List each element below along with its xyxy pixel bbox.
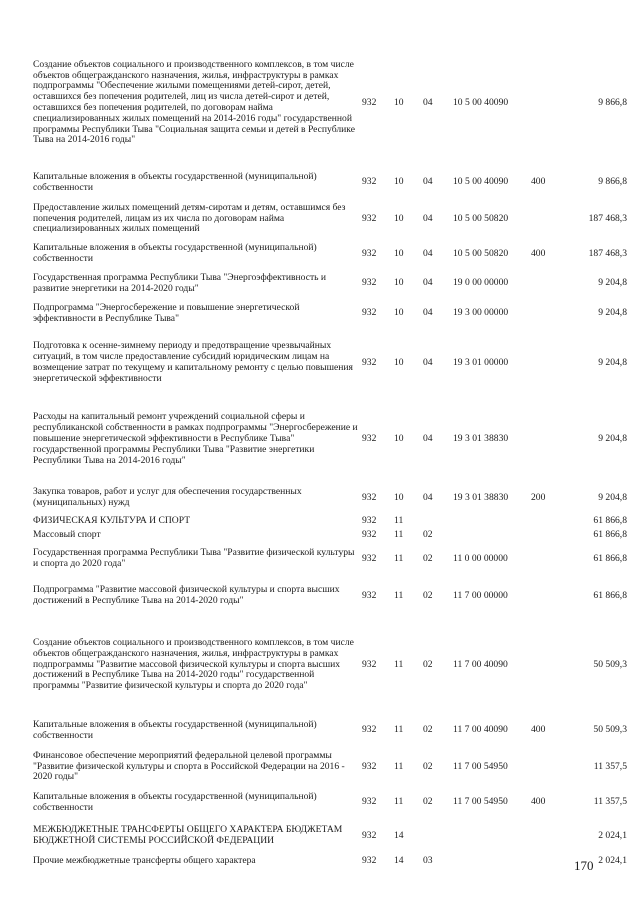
row-pr: 04 bbox=[423, 491, 433, 503]
row-sum: 61 866,8 bbox=[593, 528, 627, 540]
row-ved: 932 bbox=[362, 277, 377, 289]
row-rz: 11 bbox=[394, 589, 404, 601]
row-rz: 11 bbox=[394, 724, 404, 736]
row-sum: 9 204,8 bbox=[598, 433, 627, 445]
row-csr: 10 5 00 40090 bbox=[453, 176, 509, 188]
row-vr bbox=[531, 747, 561, 787]
row-rz: 10 bbox=[394, 356, 404, 368]
row-name: Массовый спорт bbox=[33, 528, 101, 540]
row-pr: 04 bbox=[423, 96, 433, 108]
row-vr bbox=[531, 40, 561, 166]
row-name: Государственная программа Республики Тыва "Энергоэффективность и развитие энергетики на 2014-2020 годы" bbox=[33, 271, 327, 294]
row-sum: 9 204,8 bbox=[598, 356, 627, 368]
table-row bbox=[33, 787, 627, 818]
row-pr: 04 bbox=[423, 277, 433, 289]
row-sum: 11 357,5 bbox=[593, 796, 627, 808]
row-pr: 04 bbox=[423, 307, 433, 319]
row-rz: 11 bbox=[394, 796, 404, 808]
row-sum: 9 204,8 bbox=[598, 491, 627, 503]
row-ved: 932 bbox=[362, 552, 377, 564]
row-rz: 11 bbox=[394, 658, 404, 670]
row-name: МЕЖБЮДЖЕТНЫЕ ТРАНСФЕРТЫ ОБЩЕГО ХАРАКТЕРА БЮДЖЕТАМ БЮДЖЕТНОЙ СИСТЕМЫ РОССИЙСКОЙ ФЕДЕРАЦИИ bbox=[33, 824, 343, 846]
row-sum: 9 866,8 bbox=[598, 96, 627, 108]
table-row bbox=[33, 269, 627, 298]
row-rz: 10 bbox=[394, 96, 404, 108]
row-ved: 932 bbox=[362, 491, 377, 503]
budget-table bbox=[33, 40, 627, 868]
row-sum: 61 866,8 bbox=[593, 552, 627, 564]
row-name: Государственная программа Республики Тыва "Развитие физической культуры и спорта до 2020 года" bbox=[33, 547, 355, 569]
table-row bbox=[33, 528, 627, 542]
row-rz: 11 bbox=[394, 528, 404, 540]
row-ved: 932 bbox=[362, 658, 377, 670]
row-rz: 10 bbox=[394, 307, 404, 319]
row-pr bbox=[423, 818, 453, 854]
row-vr bbox=[531, 818, 561, 854]
row-pr: 04 bbox=[423, 176, 433, 188]
row-rz: 10 bbox=[394, 491, 404, 503]
row-sum: 11 357,5 bbox=[593, 760, 627, 772]
row-name: Капитальные вложения в объекты государственной (муниципальной) собственности bbox=[33, 170, 317, 193]
row-vr bbox=[531, 514, 561, 528]
row-pr: 04 bbox=[423, 356, 433, 368]
row-rz: 10 bbox=[394, 212, 404, 224]
row-name: Подпрограмма "Энергосбережение и повышение энергетической эффективности в Республике Тыва" bbox=[33, 301, 300, 324]
row-pr: 02 bbox=[423, 796, 433, 808]
table-row bbox=[33, 854, 627, 868]
row-sum: 187 468,3 bbox=[588, 247, 627, 259]
row-csr: 19 0 00 00000 bbox=[453, 277, 509, 289]
row-csr: 11 0 00 00000 bbox=[453, 552, 508, 564]
table-row bbox=[33, 298, 627, 329]
row-csr: 19 3 01 38830 bbox=[453, 433, 509, 445]
row-rz: 10 bbox=[394, 277, 404, 289]
row-ved: 932 bbox=[362, 433, 377, 445]
row-ved: 932 bbox=[362, 307, 377, 319]
row-vr bbox=[531, 528, 561, 542]
row-vr bbox=[531, 298, 561, 329]
row-name: Капитальные вложения в объекты государственной (муниципальной) собственности bbox=[33, 790, 317, 813]
row-name: Создание объектов социального и производственного комплексов, в том числе объектов общегражданского назначения, жилья, инфраструктуры в рамках подпрограммы "Развитие массовой физической культуры и спорта высших достижений в Республике Тыва на 2014-2020 годы" государственной программы "Развитие физической культуры и спорта до 2020 года" bbox=[33, 636, 354, 692]
row-vr bbox=[531, 854, 561, 868]
row-sum: 2 024,1 bbox=[598, 829, 627, 841]
row-csr: 19 3 01 00000 bbox=[453, 356, 509, 368]
row-sum: 61 866,8 bbox=[593, 589, 627, 601]
row-ved: 932 bbox=[362, 212, 377, 224]
row-ved: 932 bbox=[362, 724, 377, 736]
table-row bbox=[33, 747, 627, 787]
row-sum: 9 204,8 bbox=[598, 307, 627, 319]
row-vr bbox=[531, 329, 561, 397]
row-csr: 11 7 00 54950 bbox=[453, 760, 508, 772]
row-vr: 400 bbox=[531, 176, 546, 188]
row-ved: 932 bbox=[362, 589, 377, 601]
row-pr: 03 bbox=[423, 854, 433, 866]
table-row bbox=[33, 40, 627, 166]
row-pr: 02 bbox=[423, 589, 433, 601]
row-vr: 400 bbox=[531, 247, 546, 259]
row-ved: 932 bbox=[362, 176, 377, 188]
row-pr: 02 bbox=[423, 724, 433, 736]
row-pr: 02 bbox=[423, 552, 433, 564]
row-rz: 10 bbox=[394, 176, 404, 188]
row-sum: 61 866,8 bbox=[593, 514, 627, 526]
row-csr: 19 3 01 38830 bbox=[453, 491, 509, 503]
row-vr bbox=[531, 542, 561, 576]
row-name: Капитальные вложения в объекты государственной (муниципальной) собственности bbox=[33, 242, 317, 264]
row-name: Расходы на капитальный ремонт учреждений социальной сферы и республиканской собственности в рамках подпрограммы "Энергосбережение и повышение энергетической эффективности в Республике Тыва" государственной программы Республики Тыва "Развитие энергетики Республики Тыва на 2014-2016 годы" bbox=[33, 411, 358, 466]
table-row bbox=[33, 397, 627, 482]
row-pr bbox=[423, 514, 453, 528]
row-csr: 11 7 00 40090 bbox=[453, 658, 508, 670]
row-name: Финансовое обеспечение мероприятий федеральной целевой программы "Развитие физической культуры и спорта в Российской Федерации на 2016 - 2020 годы" bbox=[33, 749, 345, 783]
row-rz: 11 bbox=[394, 552, 404, 564]
row-name: Прочие межбюджетные трансферты общего характера bbox=[33, 854, 256, 866]
row-name: Подготовка к осенне-зимнему периоду и предотвращение чрезвычайных ситуаций, в том числе предоставление субсидий юридическим лицам на возмещение затрат по текущему и капитальному ремонту с целью повышения энергетической эффективности bbox=[33, 340, 353, 384]
row-csr bbox=[453, 528, 531, 542]
row-pr: 02 bbox=[423, 528, 433, 540]
row-csr: 10 5 00 50820 bbox=[453, 212, 509, 224]
row-csr bbox=[453, 514, 531, 528]
row-rz: 14 bbox=[394, 829, 404, 841]
row-csr: 11 7 00 54950 bbox=[453, 796, 508, 808]
row-ved: 932 bbox=[362, 514, 377, 526]
row-ved: 932 bbox=[362, 829, 377, 841]
table-row bbox=[33, 818, 627, 854]
row-sum: 50 509,3 bbox=[593, 658, 627, 670]
table-row bbox=[33, 329, 627, 397]
row-sum: 9 204,8 bbox=[598, 277, 627, 289]
row-name: Закупка товаров, работ и услуг для обеспечения государственных (муниципальных) нужд bbox=[33, 486, 302, 508]
row-name: ФИЗИЧЕСКАЯ КУЛЬТУРА И СПОРТ bbox=[33, 514, 191, 526]
row-ved: 932 bbox=[362, 760, 377, 772]
row-rz: 14 bbox=[394, 854, 404, 866]
table-row bbox=[33, 514, 627, 528]
row-ved: 932 bbox=[362, 356, 377, 368]
table-row bbox=[33, 199, 627, 239]
row-vr: 400 bbox=[531, 796, 546, 808]
row-ved: 932 bbox=[362, 854, 377, 866]
budget-table-body bbox=[33, 40, 627, 868]
table-row bbox=[33, 239, 627, 269]
row-sum: 187 468,3 bbox=[588, 212, 627, 224]
row-pr: 04 bbox=[423, 212, 433, 224]
row-vr: 200 bbox=[531, 491, 546, 503]
row-rz: 11 bbox=[394, 514, 404, 526]
row-csr bbox=[453, 818, 531, 854]
table-row bbox=[33, 482, 627, 514]
row-rz: 10 bbox=[394, 247, 404, 259]
row-csr: 10 5 00 50820 bbox=[453, 247, 509, 259]
row-name: Создание объектов социального и производственного комплексов, в том числе объектов общегражданского назначения, жилья, инфраструктуры в рамках подпрограммы "Обеспечение жилыми помещениями детей-сирот, детей, оставшихся без попечения родителей, лиц из числа детей-сирот и детей, оставшихся без попечения родителей, по договорам найма специализированных жилых помещений на 2014-2016 годы" государственной программы Республики Тыва "Социальная защита семьи и детей в Республике Тыва на 2014-2016 годы" bbox=[33, 58, 355, 146]
row-pr: 04 bbox=[423, 433, 433, 445]
row-sum: 9 866,8 bbox=[598, 176, 627, 188]
row-csr: 11 7 00 00000 bbox=[453, 589, 508, 601]
row-csr bbox=[453, 854, 531, 868]
row-vr bbox=[531, 199, 561, 239]
row-csr: 10 5 00 40090 bbox=[453, 96, 509, 108]
row-vr bbox=[531, 397, 561, 482]
row-name: Капитальные вложения в объекты государственной (муниципальной) собственности bbox=[33, 718, 317, 741]
row-pr: 02 bbox=[423, 658, 433, 670]
row-pr: 04 bbox=[423, 247, 433, 259]
row-csr: 19 3 00 00000 bbox=[453, 307, 509, 319]
row-ved: 932 bbox=[362, 247, 377, 259]
table-row bbox=[33, 542, 627, 576]
row-vr bbox=[531, 576, 561, 616]
row-csr: 11 7 00 40090 bbox=[453, 724, 508, 736]
table-row bbox=[33, 576, 627, 616]
row-name: Предоставление жилых помещений детям-сиротам и детям, оставшимся без попечения родителей, лицам из их числа по договорам найма специализированных жилых помещений bbox=[33, 201, 346, 235]
row-name: Подпрограмма "Развитие массовой физической культуры и спорта высших достижений в Республике Тыва на 2014-2020 годы" bbox=[33, 584, 340, 606]
page-number: 170 bbox=[574, 858, 594, 873]
table-row bbox=[33, 166, 627, 199]
row-vr: 400 bbox=[531, 724, 546, 736]
row-vr bbox=[531, 616, 561, 714]
row-vr bbox=[531, 269, 561, 298]
row-ved: 932 bbox=[362, 528, 377, 540]
row-rz: 11 bbox=[394, 760, 404, 772]
row-sum: 50 509,3 bbox=[593, 724, 627, 736]
row-ved: 932 bbox=[362, 96, 377, 108]
row-ved: 932 bbox=[362, 796, 377, 808]
table-row bbox=[33, 714, 627, 747]
row-pr: 02 bbox=[423, 760, 433, 772]
row-sum: 2 024,1 bbox=[598, 854, 627, 866]
row-rz: 10 bbox=[394, 433, 404, 445]
table-row bbox=[33, 616, 627, 714]
